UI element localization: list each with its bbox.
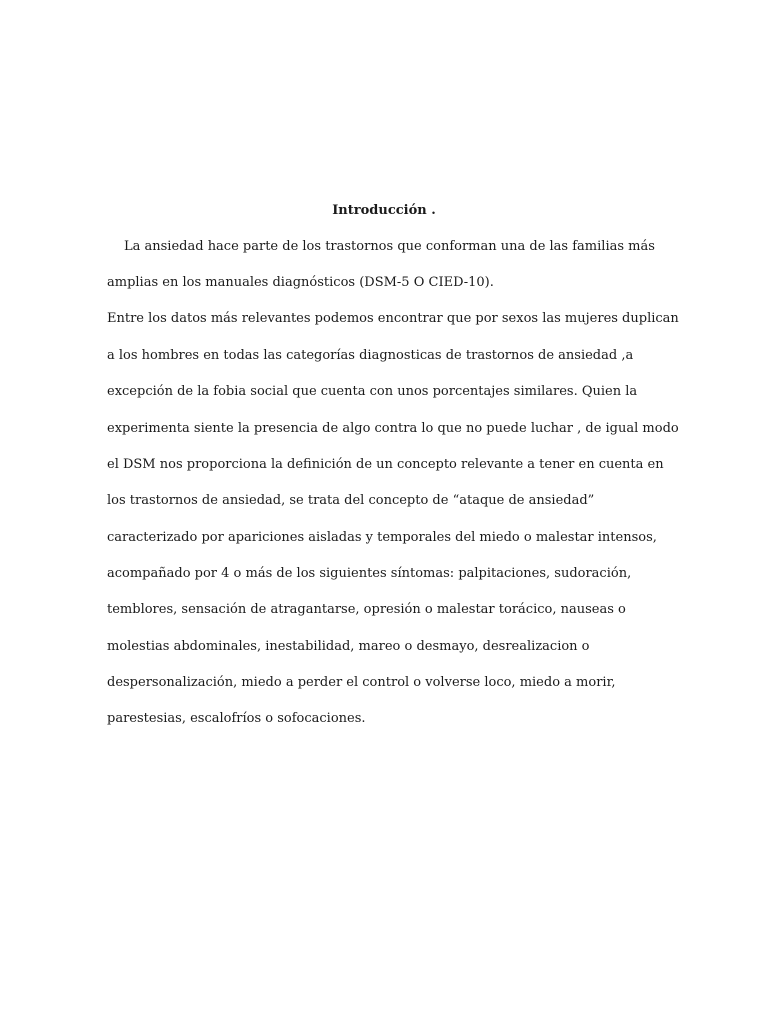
- text-line: caracterizado por apariciones aisladas y temporales del miedo o malestar intensos,: [107, 530, 657, 545]
- text-line: excepción de la fobia social que cuenta con unos porcentajes similares. Quien la: [107, 384, 638, 399]
- text-line: parestesias, escalofríos o sofocaciones.: [107, 711, 366, 726]
- text-line: temblores, sensación de atragantarse, opresión o malestar torácico, nauseas o: [107, 602, 626, 617]
- text-line: despersonalización, miedo a perder el control o volverse loco, miedo a morir,: [107, 675, 616, 690]
- text-line: a los hombres en todas las categorías diagnosticas de trastornos de ansiedad ,a: [107, 348, 634, 363]
- text-line: experimenta siente la presencia de algo contra lo que no puede luchar , de igual modo: [107, 421, 679, 436]
- text-line: acompañado por 4 o más de los siguientes síntomas: palpitaciones, sudoración,: [107, 566, 632, 581]
- text-line: el DSM nos proporciona la definición de un concepto relevante a tener en cuenta en: [107, 457, 664, 472]
- page-title: Introducción .: [332, 203, 436, 218]
- text-line: los trastornos de ansiedad, se trata del concepto de “ataque de ansiedad”: [107, 493, 595, 508]
- text-line: Entre los datos más relevantes podemos encontrar que por sexos las mujeres duplican: [107, 311, 679, 326]
- text-line: amplias en los manuales diagnósticos (DSM-5 O CIED-10).: [107, 275, 494, 290]
- text-line: molestias abdominales, inestabilidad, mareo o desmayo, desrealizacion o: [107, 639, 590, 654]
- text-line: La ansiedad hace parte de los trastornos que conforman una de las familias más: [124, 239, 655, 254]
